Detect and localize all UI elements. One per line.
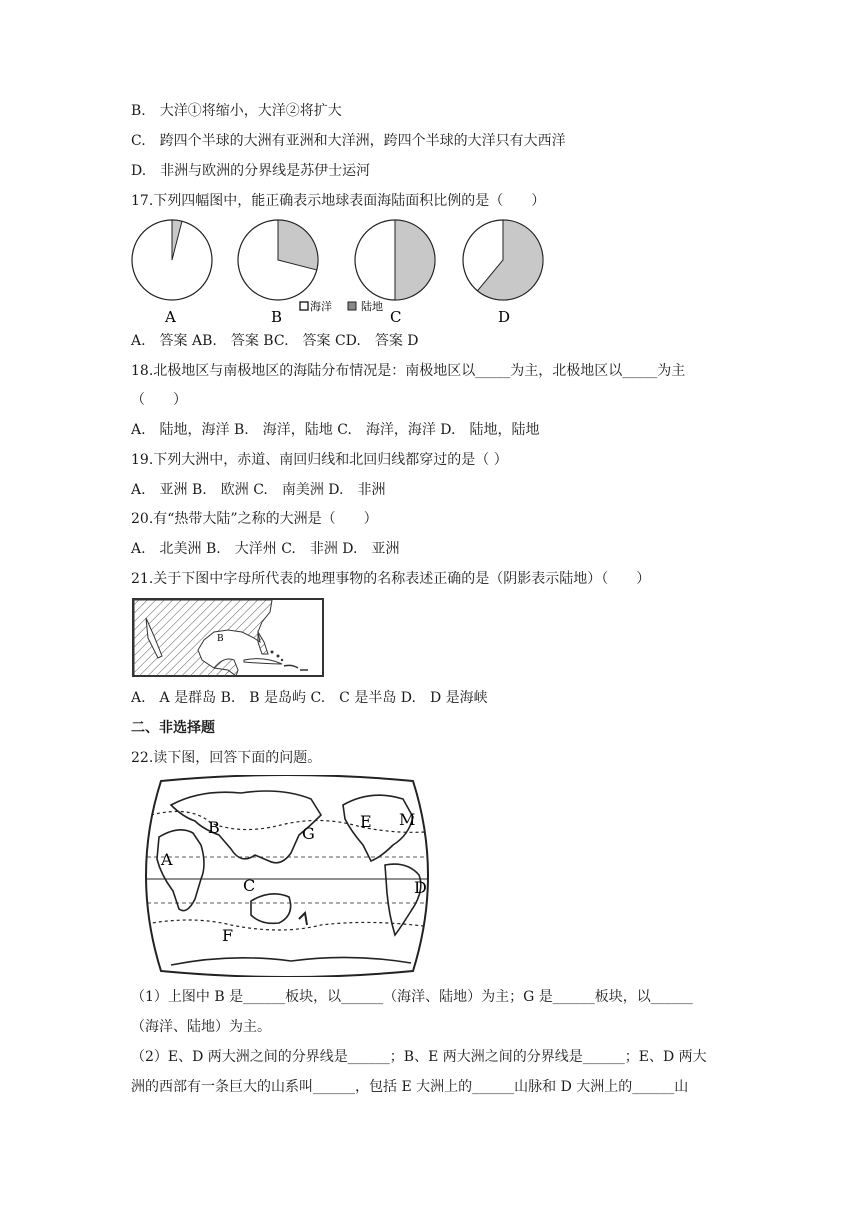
world-map-label-a: A: [161, 850, 173, 869]
q17-question: 17.下列四幅图中，能正确表示地球表面海陆面积比例的是（ ）: [131, 193, 546, 209]
q21-options: A. A 是群岛 B. B 是岛屿 C. C 是半岛 D. D 是海峡: [131, 690, 488, 706]
world-map-label-b: B: [208, 818, 220, 837]
legend-land-label: 陆地: [361, 300, 383, 313]
pie-label-b: B: [271, 308, 283, 326]
gulf-of-mexico-map: [132, 598, 324, 677]
world-map-label-e: E: [360, 812, 372, 831]
section-heading: 二、非选择题: [131, 720, 215, 736]
pie-label-c: C: [390, 308, 402, 326]
q17-options: A. 答案 AB. 答案 BC. 答案 CD. 答案 D: [131, 333, 419, 349]
world-map-label-c: C: [243, 876, 256, 895]
q22-part1-line2: （海洋、陆地）为主。: [131, 1019, 271, 1035]
pie-d: [463, 220, 543, 326]
q18-question: 18.北极地区与南极地区的海陆分布情况是：南极地区以_____为主，北极地区以_____为主: [131, 363, 686, 379]
legend-ocean-label: 海洋: [310, 300, 332, 313]
q22-part2-line1: （2）E、D 两大洲之间的分界线是______；B、E 两大洲之间的分界线是______；E、D 两大: [131, 1049, 707, 1065]
q18-question-bracket: （ ）: [131, 392, 187, 408]
q22-question: 22.读下图，回答下面的问题。: [131, 750, 322, 766]
q19-options: A. 亚洲 B. 欧洲 C. 南美洲 D. 非洲: [131, 482, 386, 498]
q16-option-d: D. 非洲与欧洲的分界线是苏伊士运河: [131, 163, 371, 179]
pie-legend: [300, 299, 383, 313]
world-map-label-d: D: [414, 878, 427, 897]
pie-land-slice-c: [395, 220, 435, 300]
q22-part1-line1: （1）上图中 B 是______板块，以______（海洋、陆地）为主；G 是______板块，以______: [131, 989, 693, 1005]
pie-a: [132, 220, 212, 326]
q16-option-b: B. 大洋①将缩小，大洋②将扩大: [131, 103, 342, 119]
pie-label-d: D: [498, 308, 511, 326]
q21-question: 21.关于下图中字母所代表的地理事物的名称表述正确的是（阴影表示陆地）（ ）: [131, 571, 651, 587]
pie-chart-figure: [128, 218, 558, 328]
q20-question: 20.有“热带大陆”之称的大洲是（ ）: [131, 511, 378, 527]
q18-options: A. 陆地，海洋 B. 海洋，陆地 C. 海洋，海洋 D. 陆地，陆地: [131, 422, 540, 438]
q19-question: 19.下列大洲中，赤道、南回归线和北回归线都穿过的是（ ）: [131, 452, 508, 468]
pie-label-a: A: [165, 308, 176, 326]
map-label-b: B: [217, 634, 224, 644]
q16-option-c: C. 跨四个半球的大洲有亚洲和大洋洲，跨四个半球的大洋只有大西洋: [131, 133, 566, 149]
world-map-label-m: M: [399, 810, 416, 829]
world-plates-map: [131, 775, 443, 977]
world-map-label-g: G: [302, 824, 315, 843]
q22-part2-line2: 洲的西部有一条巨大的山系叫______，包括 E 大洲上的______山脉和 D 大洲上的______山: [131, 1079, 689, 1095]
world-map-label-f: F: [222, 926, 234, 945]
q20-options: A. 北美洲 B. 大洋州 C. 非洲 D. 亚洲: [131, 541, 400, 557]
